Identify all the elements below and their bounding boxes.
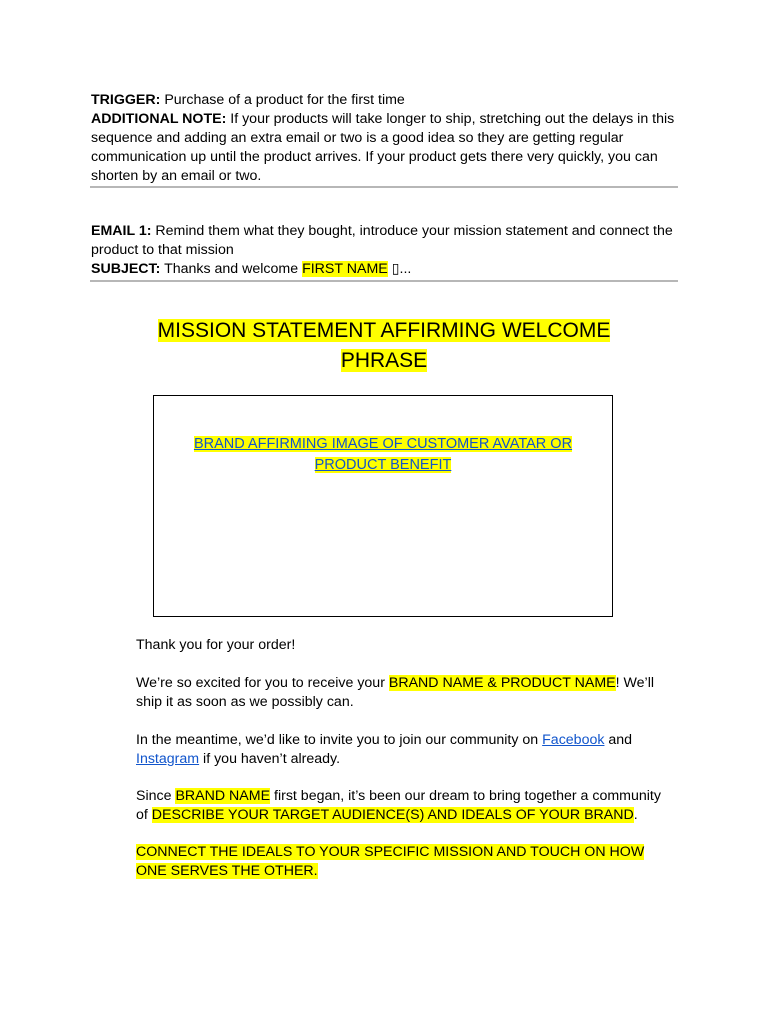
note-label: ADDITIONAL NOTE: <box>91 111 227 127</box>
sequence-info <box>91 91 681 186</box>
email-label: EMAIL 1: <box>91 223 152 239</box>
first-name-placeholder: FIRST NAME <box>302 261 388 277</box>
dream-text <box>136 787 676 825</box>
community-before: In the meantime, we’d like to invite you to join our community on <box>136 732 539 748</box>
image-placeholder-caption <box>174 434 592 476</box>
dream-middle: first began, it’s been our dream to bring together a community of <box>136 788 661 823</box>
dream-after: . <box>633 807 638 823</box>
body-paragraph-connect <box>136 843 676 881</box>
email-info <box>91 222 681 279</box>
dream-before: Since <box>136 788 172 804</box>
trigger-line <box>91 91 681 110</box>
divider <box>90 186 678 188</box>
body-paragraph-excited <box>136 674 676 712</box>
excited-after: ! We’ll ship it as soon as we possibly can. <box>136 675 655 710</box>
brand-name-placeholder: BRAND NAME <box>175 788 271 804</box>
body-paragraph-community <box>136 731 676 769</box>
connect-text <box>136 843 676 881</box>
trigger-text: Purchase of a product for the first time <box>164 92 405 108</box>
email-description-line <box>91 222 681 260</box>
body-paragraph-dream <box>136 787 676 825</box>
email-description: Remind them what they bought, introduce your mission statement and connect the product to that mission <box>91 223 673 258</box>
community-after: if you haven’t already. <box>203 751 341 767</box>
community-and: and <box>608 732 633 748</box>
excited-text <box>136 674 676 712</box>
mission-heading <box>134 316 634 376</box>
connect-ideals-placeholder: CONNECT THE IDEALS TO YOUR SPECIFIC MISSION AND TOUCH ON HOW ONE SERVES THE OTHER. <box>136 844 645 879</box>
facebook-link[interactable]: Facebook <box>542 732 605 748</box>
image-placeholder-box <box>153 395 613 617</box>
body-paragraph-thanks <box>136 636 676 655</box>
note-text: If your products will take longer to ship, stretching out the delays in this sequence and adding an extra email or two is a good idea so they are getting regular communication up until the product arrives. If your product gets there very quickly, you can shorten by an email or two. <box>91 111 675 184</box>
mission-heading-text: MISSION STATEMENT AFFIRMING WELCOME PHRASE <box>157 319 611 372</box>
community-text <box>136 731 676 769</box>
divider <box>90 280 678 282</box>
subject-line <box>91 260 681 279</box>
subject-text: Thanks and welcome <box>164 261 299 277</box>
subject-label: SUBJECT: <box>91 261 161 277</box>
excited-before: We’re so excited for you to receive your <box>136 675 385 691</box>
note-paragraph <box>91 110 681 186</box>
brand-product-placeholder: BRAND NAME & PRODUCT NAME <box>388 675 616 691</box>
instagram-link[interactable]: Instagram <box>136 751 200 767</box>
subject-suffix: ▯... <box>391 261 412 277</box>
image-placeholder-text[interactable]: BRAND AFFIRMING IMAGE OF CUSTOMER AVATAR OR PRODUCT BENEFIT <box>193 436 573 473</box>
trigger-label: TRIGGER: <box>91 92 161 108</box>
target-audience-placeholder: DESCRIBE YOUR TARGET AUDIENCE(S) AND IDEALS OF YOUR BRAND <box>151 807 634 823</box>
thanks-text: Thank you for your order! <box>136 637 296 653</box>
